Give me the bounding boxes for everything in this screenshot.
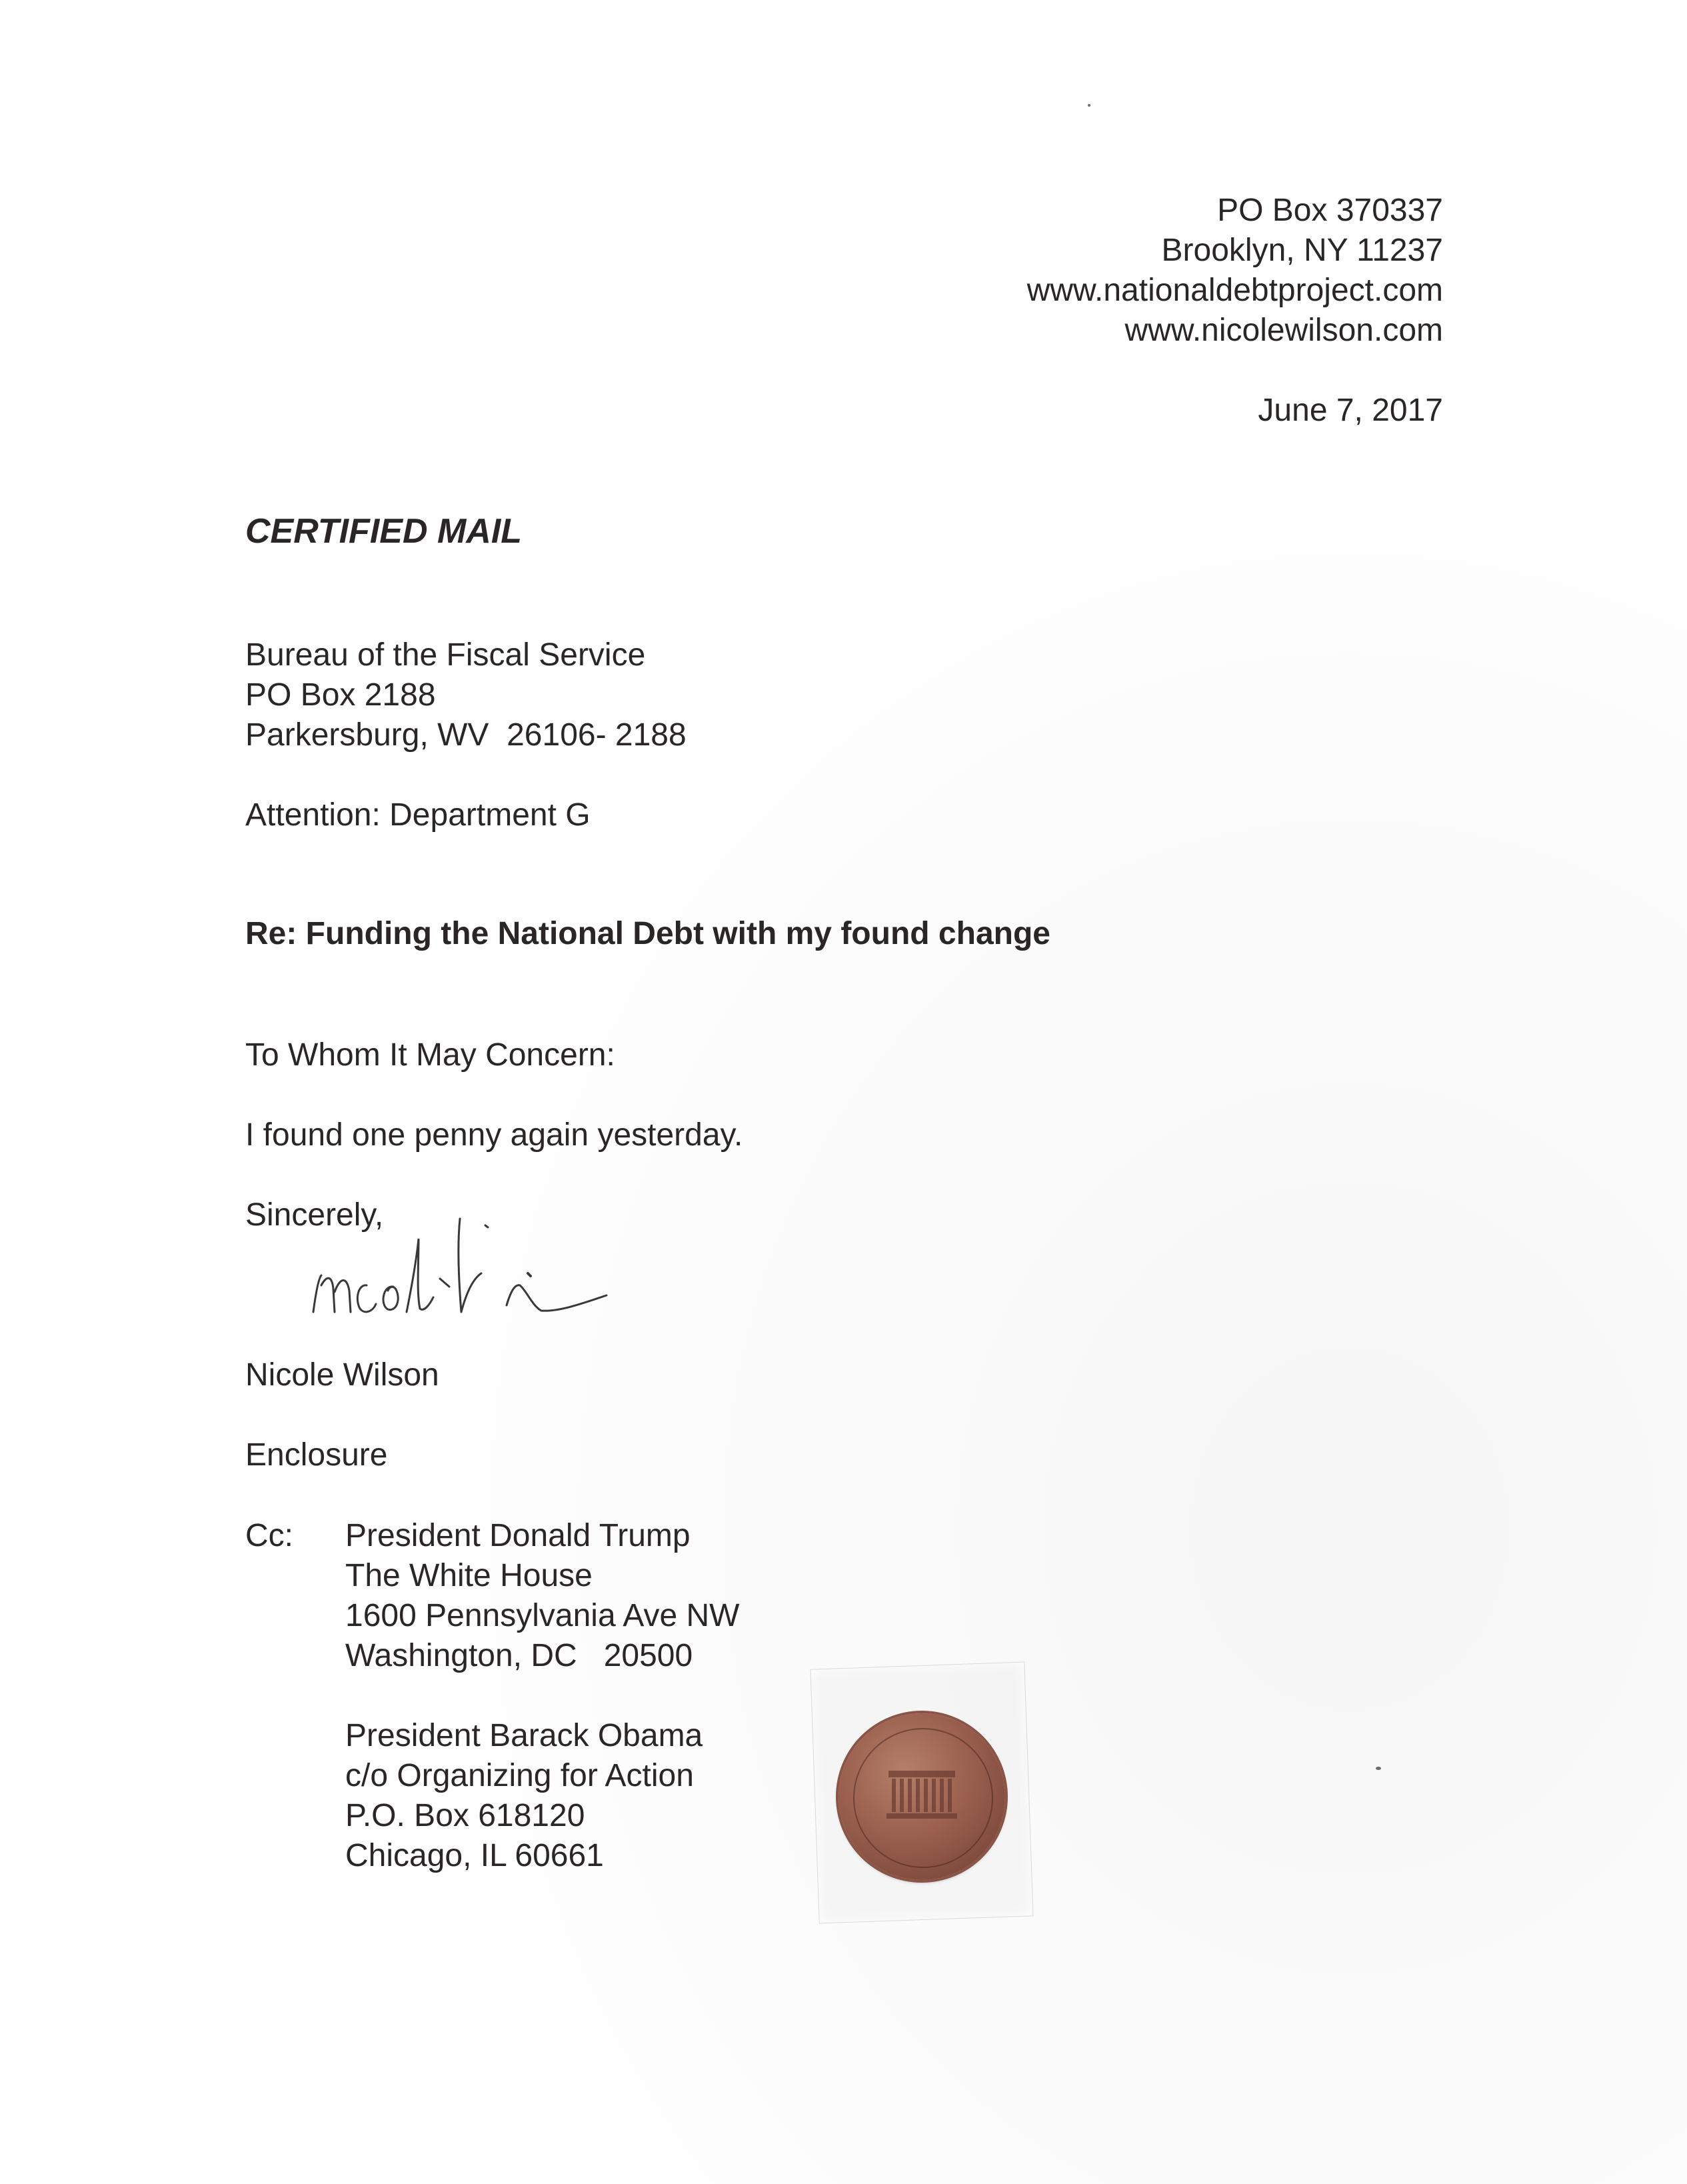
sender-website: www.nicolewilson.com [1124,313,1443,348]
cc-line: Chicago, IL 60661 [345,1838,604,1873]
recipient-line: Parkersburg, WV 26106- 2188 [245,717,687,753]
signature-name: Nicole Wilson [245,1357,439,1393]
sender-address [1027,191,1443,351]
taped-penny [815,1665,1028,1919]
certified-mail-heading: CERTIFIED MAIL [245,512,523,551]
cc-recipient [345,1516,739,1676]
cc-label: Cc: [245,1518,293,1553]
cc-line: 1600 Pennsylvania Ave NW [345,1598,740,1633]
closing: Sincerely, [245,1197,384,1233]
sender-address-line: PO Box 370337 [1217,193,1443,228]
sender-website: www.nationaldebtproject.com [1026,273,1443,308]
sender-address-line: Brooklyn, NY 11237 [1161,233,1443,268]
recipient-line: Bureau of the Fiscal Service [245,637,646,673]
attention-line: Attention: Department G [245,797,591,833]
subject-line: Re: Funding the National Debt with my found change [245,916,1050,951]
paper-speck [1088,104,1090,107]
cc-line: President Donald Trump [345,1518,691,1553]
lincoln-memorial-icon [885,1765,958,1823]
cc-line: P.O. Box 618120 [345,1798,585,1833]
cc-line: The White House [345,1558,593,1593]
letter-date: June 7, 2017 [1258,393,1443,428]
enclosure-note: Enclosure [245,1437,388,1473]
salutation: To Whom It May Concern: [245,1037,615,1073]
cc-line: Washington, DC 20500 [345,1638,693,1673]
recipient-address [245,635,687,755]
cc-line: President Barack Obama [345,1718,703,1753]
cc-recipient [345,1716,703,1876]
letter-body: I found one penny again yesterday. [245,1117,743,1153]
penny-coin-icon [839,1713,1005,1880]
recipient-line: PO Box 2188 [245,677,436,713]
cc-line: c/o Organizing for Action [345,1758,694,1793]
handwritten-signature [307,1212,707,1325]
paper-speck [1376,1767,1381,1770]
